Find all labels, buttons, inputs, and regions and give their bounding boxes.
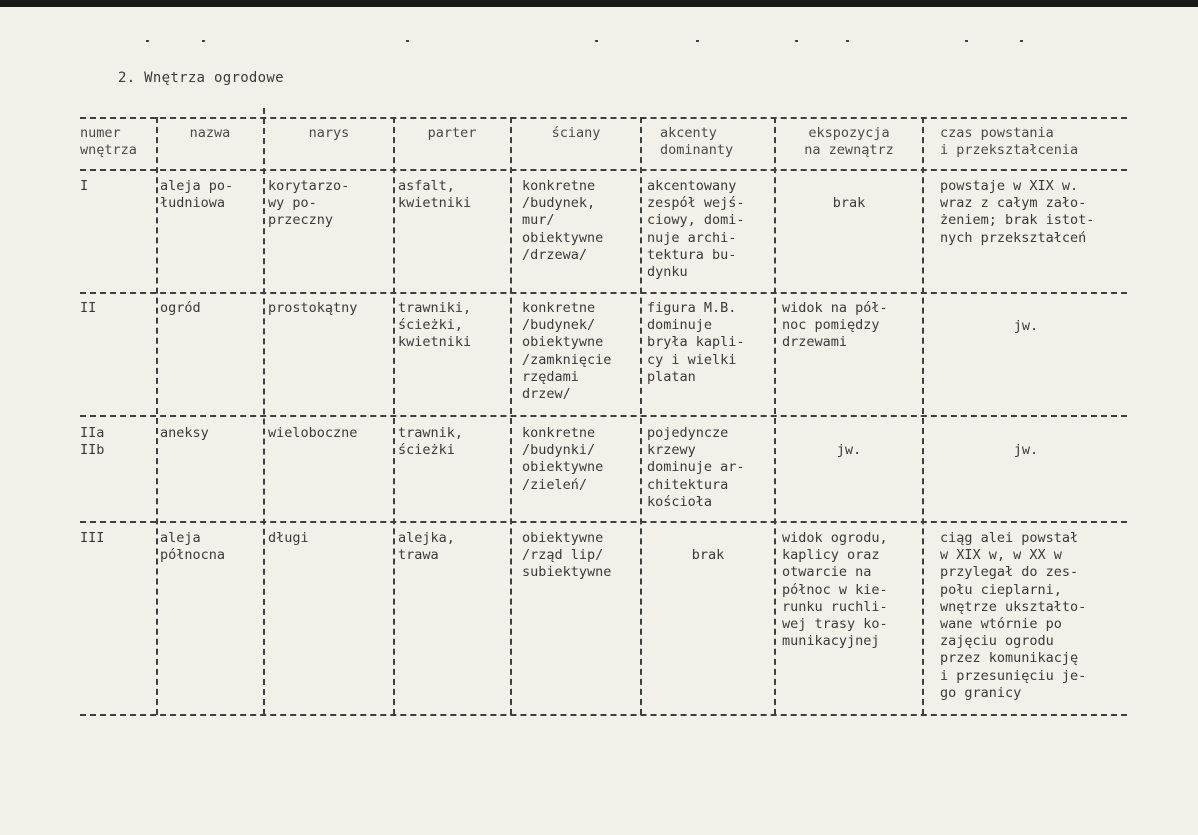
row-1-numer: I	[80, 178, 89, 194]
header-nazwa: nazwa	[189, 125, 231, 141]
header-numer: numer wnętrza	[80, 125, 137, 159]
row-3-parter: trawnik, ścieżki	[398, 425, 464, 459]
row-2-parter: trawniki, ścieżki, kwietniki	[398, 300, 472, 351]
row-1-czas: powstaje w XIX w. wraz z całym zało- żeniem; brak istot- nych przekształceń	[940, 178, 1095, 246]
table-rule	[80, 292, 1127, 294]
column-rule	[510, 117, 512, 715]
row-4-czas: ciąg alei powstał w XIX w, w XX w przylegał do zes- połu cieplarni, wnętrze ukształto- wane wtórnie po zajęciu ogrodu przez komunikację i przesunięciu je- go granicy	[940, 530, 1087, 701]
row-2-numer: II	[80, 300, 97, 316]
row-1-nazwa: aleja po- łudniowa	[160, 178, 234, 212]
header-sciany: ściany	[551, 125, 601, 141]
stray-mark	[696, 40, 699, 42]
column-rule	[156, 117, 158, 715]
row-4-parter: alejka, trawa	[398, 530, 455, 564]
row-4-ekspozycja: widok ogrodu, kaplicy oraz otwarcie na północ w kie- runku ruchli- wej trasy ko- munikacyjnej	[782, 530, 888, 650]
table-rule	[80, 714, 1127, 716]
row-4-narys: długi	[268, 530, 309, 546]
column-rule	[922, 117, 924, 715]
row-1-akcenty: akcentowany zespół wejś- ciowy, domi- nuje archi- tektura bu- dynku	[647, 178, 745, 281]
row-2-sciany: konkretne /budynek/ obiektywne /zamknięcie rzędami drzew/	[522, 300, 612, 403]
section-heading: 2. Wnętrza ogrodowe	[118, 70, 284, 86]
table-rule	[80, 521, 1127, 523]
header-parter: parter	[427, 125, 477, 141]
column-rule	[393, 117, 395, 715]
row-2-nazwa: ogród	[160, 300, 201, 316]
stray-mark	[146, 40, 149, 42]
header-ekspozycja: ekspozycja na zewnątrz	[804, 125, 894, 159]
stray-mark	[846, 40, 849, 42]
column-rule	[263, 108, 265, 715]
stray-mark	[595, 40, 598, 42]
row-4-nazwa: aleja północna	[160, 530, 226, 564]
row-2-ekspozycja: widok na pół- noc pomiędzy drzewami	[782, 300, 888, 351]
header-narys: narys	[308, 125, 350, 141]
table-rule	[80, 169, 1127, 171]
row-2-narys: prostokątny	[268, 300, 358, 316]
stray-mark	[406, 40, 409, 42]
header-akcenty: akcenty dominanty	[660, 125, 734, 159]
row-3-akcenty: pojedyncze krzewy dominuje ar- chitektura kościoła	[647, 425, 745, 510]
row-4-akcenty: brak	[691, 547, 725, 563]
table-rule	[80, 117, 1127, 119]
row-3-narys: wieloboczne	[268, 425, 358, 441]
row-3-czas: jw.	[1013, 442, 1039, 458]
row-3-numer: IIa IIb	[80, 425, 105, 459]
row-3-nazwa: aneksy	[160, 425, 209, 441]
row-3-ekspozycja: jw.	[836, 442, 862, 458]
row-1-narys: korytarzo- wy po- przeczny	[268, 178, 350, 229]
column-rule	[774, 117, 776, 715]
row-1-parter: asfalt, kwietniki	[398, 178, 472, 212]
row-1-sciany: konkretne /budynek, mur/ obiektywne /drzewa/	[522, 178, 604, 263]
column-rule	[640, 117, 642, 715]
scan-top-border	[0, 0, 1198, 7]
row-4-numer: III	[80, 530, 105, 546]
header-czas: czas powstania i przekształcenia	[940, 125, 1079, 159]
stray-mark	[1020, 40, 1023, 42]
row-4-sciany: obiektywne /rząd lip/ subiektywne	[522, 530, 612, 581]
table-rule	[80, 415, 1127, 417]
row-1-ekspozycja: brak	[832, 195, 866, 211]
stray-mark	[202, 40, 205, 42]
row-2-czas: jw.	[1013, 318, 1039, 334]
row-3-sciany: konkretne /budynki/ obiektywne /zieleń/	[522, 425, 604, 493]
stray-mark	[965, 40, 968, 42]
row-2-akcenty: figura M.B. dominuje bryła kapli- cy i wielki platan	[647, 300, 745, 385]
stray-mark	[795, 40, 798, 42]
